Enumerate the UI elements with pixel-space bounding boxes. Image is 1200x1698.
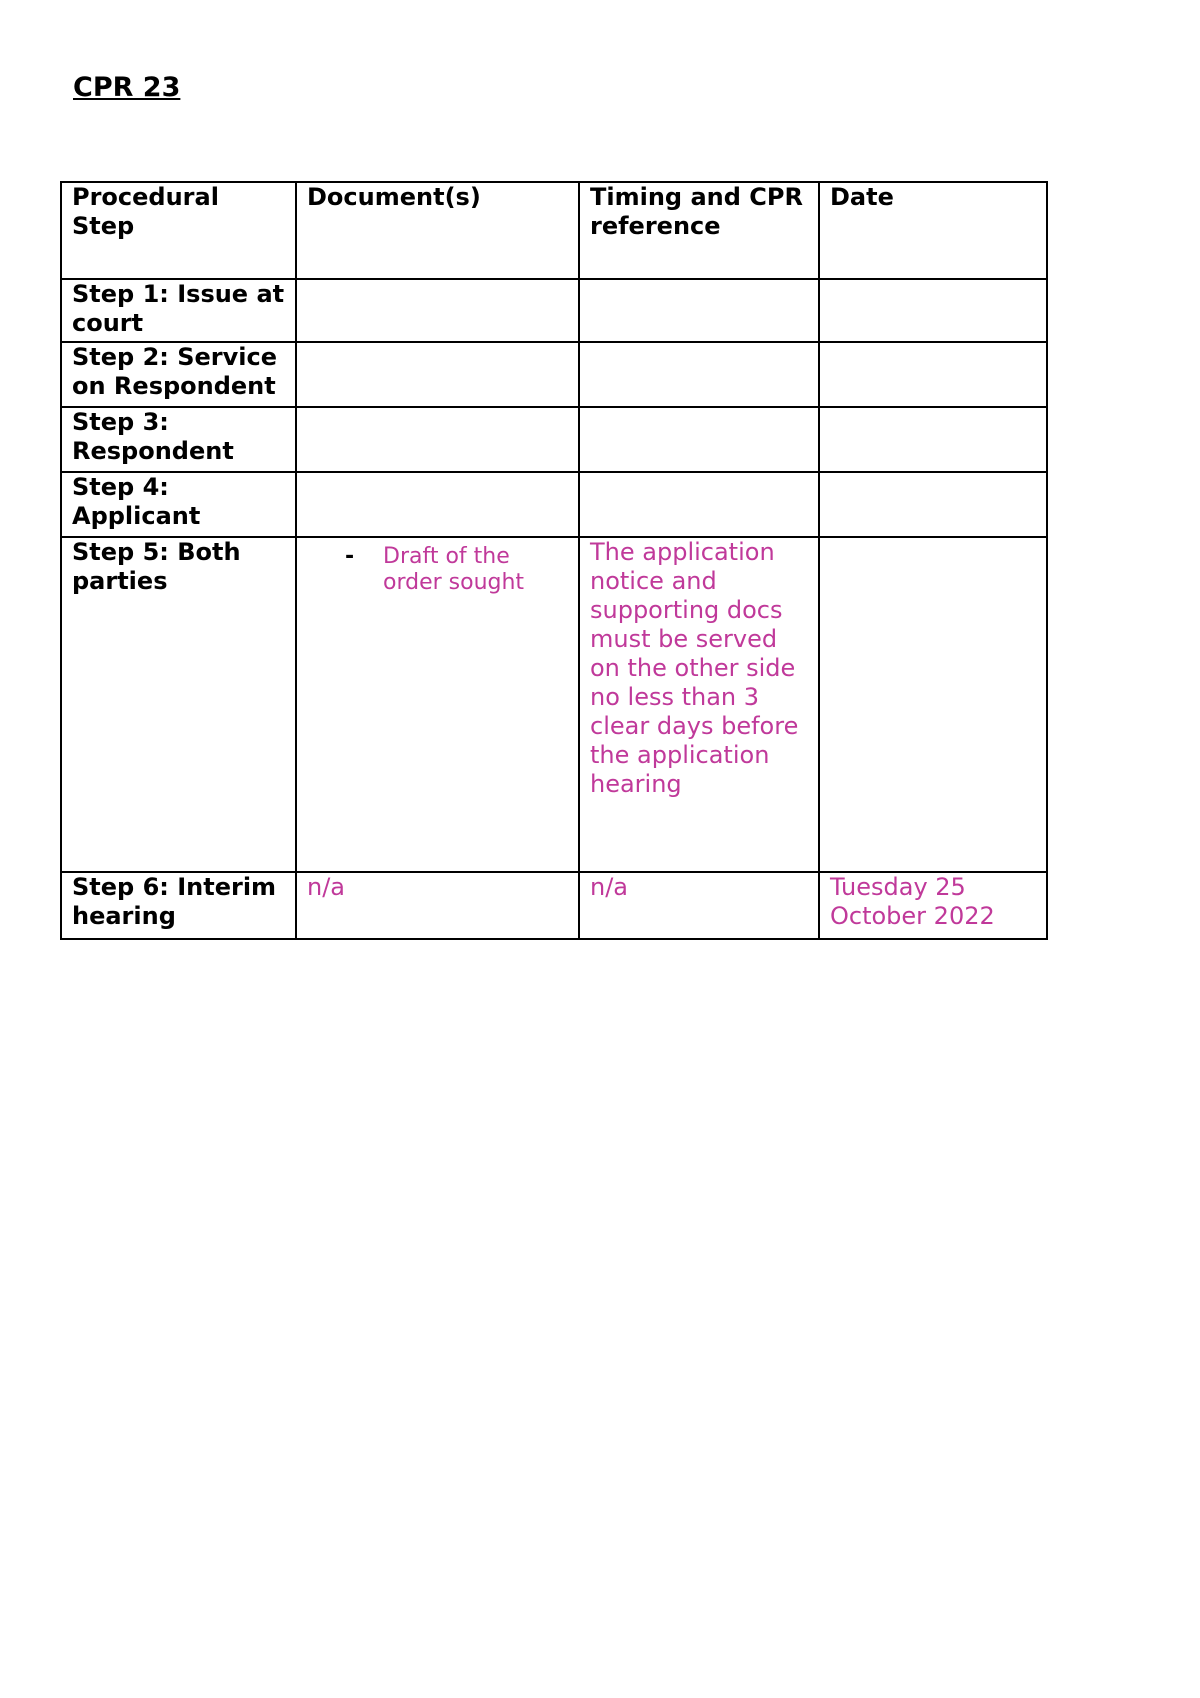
documents-text: Draft of the order sought [383, 544, 525, 595]
step-cell: Step 6: Interim hearing [61, 872, 296, 939]
timing-cell: n/a [579, 872, 819, 939]
bullet-marker: - [345, 544, 355, 569]
procedure-table [60, 181, 1048, 940]
timing-cell [579, 279, 819, 342]
documents-cell [296, 342, 579, 407]
bullet-list-item [307, 538, 568, 596]
date-cell: Tuesday 25 October 2022 [819, 872, 1047, 939]
date-cell [819, 342, 1047, 407]
date-cell [819, 537, 1047, 872]
table-row [61, 342, 1047, 407]
table-row [61, 537, 1047, 872]
timing-cell [579, 342, 819, 407]
table-row [61, 872, 1047, 939]
column-header-documents: Document(s) [296, 182, 579, 279]
date-cell [819, 407, 1047, 472]
column-header-timing: Timing and CPR reference [579, 182, 819, 279]
step-cell: Step 4: Applicant [61, 472, 296, 537]
step-cell: Step 3: Respondent [61, 407, 296, 472]
date-cell [819, 279, 1047, 342]
timing-cell [579, 407, 819, 472]
timing-cell [579, 472, 819, 537]
page-title: CPR 23 [73, 72, 181, 103]
documents-cell [296, 407, 579, 472]
step-cell: Step 5: Both parties [61, 537, 296, 872]
documents-cell [296, 279, 579, 342]
table-row [61, 407, 1047, 472]
documents-cell [296, 537, 579, 872]
column-header-date: Date [819, 182, 1047, 279]
table-row [61, 279, 1047, 342]
documents-cell [296, 472, 579, 537]
table-row [61, 472, 1047, 537]
table-header-row [61, 182, 1047, 279]
timing-cell: The application notice and supporting docs must be served on the other side no less than 3 clear days before the application hearing [579, 537, 819, 872]
step-cell: Step 2: Service on Respondent [61, 342, 296, 407]
documents-cell: n/a [296, 872, 579, 939]
step-cell: Step 1: Issue at court [61, 279, 296, 342]
date-cell [819, 472, 1047, 537]
column-header-procedural-step: Procedural Step [61, 182, 296, 279]
